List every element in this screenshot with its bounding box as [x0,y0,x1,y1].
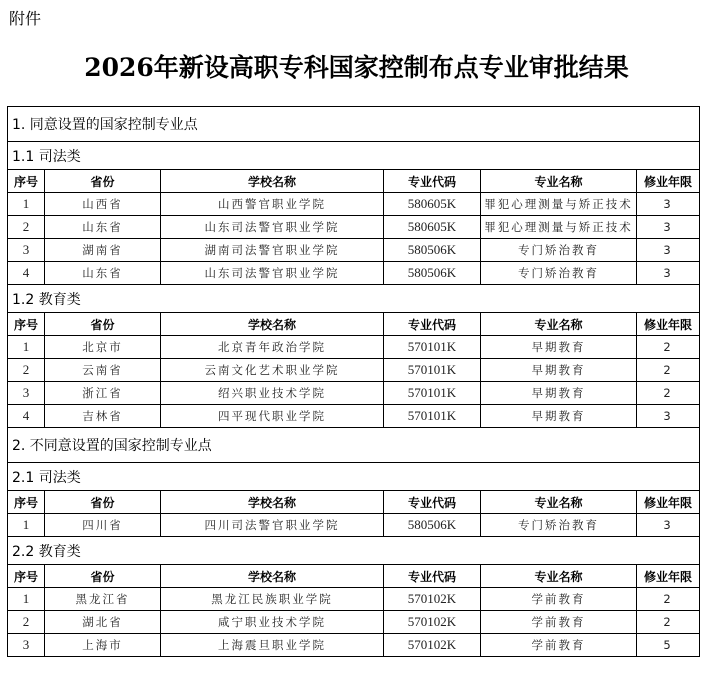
cell-major: 罪犯心理测量与矫正技术 [481,193,637,216]
column-header: 修业年限 [637,313,700,336]
cell-province: 北京市 [45,336,161,359]
table-row [8,405,700,428]
cell-code: 580605K [384,193,481,216]
table-row [8,216,700,239]
cell-code: 570102K [384,588,481,611]
cell-years: 3 [637,239,700,262]
cell-school: 山东司法警官职业学院 [161,216,384,239]
cell-province: 山东省 [45,262,161,285]
subsection-heading: 2.1 司法类 [8,463,700,491]
cell-no: 1 [8,514,45,537]
cell-school: 湖南司法警官职业学院 [161,239,384,262]
section-heading-row [8,107,700,142]
table-row [8,239,700,262]
cell-code: 570101K [384,405,481,428]
column-header: 省份 [45,491,161,514]
subsection-heading-row [8,537,700,565]
cell-no: 2 [8,611,45,634]
cell-years: 2 [637,336,700,359]
cell-province: 上海市 [45,634,161,657]
approval-results-table [7,106,700,657]
cell-school: 北京青年政治学院 [161,336,384,359]
cell-years: 3 [637,514,700,537]
cell-major: 专门矫治教育 [481,262,637,285]
column-header: 专业名称 [481,491,637,514]
column-header: 修业年限 [637,170,700,193]
cell-no: 1 [8,193,45,216]
subsection-heading: 1.1 司法类 [8,142,700,170]
cell-province: 山东省 [45,216,161,239]
cell-major: 罪犯心理测量与矫正技术 [481,216,637,239]
column-header: 专业代码 [384,565,481,588]
table-row [8,359,700,382]
cell-province: 四川省 [45,514,161,537]
column-header: 专业代码 [384,170,481,193]
cell-province: 山西省 [45,193,161,216]
column-header: 专业名称 [481,313,637,336]
table-row [8,611,700,634]
cell-no: 3 [8,239,45,262]
column-header: 序号 [8,565,45,588]
cell-years: 5 [637,634,700,657]
document-title: 2026年新设高职专科国家控制布点专业审批结果 [84,53,629,82]
section-heading-row [8,428,700,463]
column-header: 修业年限 [637,491,700,514]
cell-school: 上海震旦职业学院 [161,634,384,657]
cell-school: 云南文化艺术职业学院 [161,359,384,382]
cell-code: 570101K [384,382,481,405]
column-header: 学校名称 [161,170,384,193]
cell-no: 2 [8,216,45,239]
cell-province: 云南省 [45,359,161,382]
cell-major: 早期教育 [481,382,637,405]
cell-years: 2 [637,611,700,634]
table-row [8,514,700,537]
subsection-heading-row [8,285,700,313]
column-header-row [8,170,700,193]
table-row [8,336,700,359]
cell-code: 580506K [384,239,481,262]
cell-major: 早期教育 [481,405,637,428]
cell-school: 山东司法警官职业学院 [161,262,384,285]
cell-major: 专门矫治教育 [481,239,637,262]
column-header: 序号 [8,170,45,193]
cell-years: 3 [637,216,700,239]
cell-major: 专门矫治教育 [481,514,637,537]
column-header: 省份 [45,170,161,193]
cell-province: 湖北省 [45,611,161,634]
column-header-row [8,565,700,588]
cell-major: 早期教育 [481,336,637,359]
column-header-row [8,313,700,336]
subsection-heading-row [8,463,700,491]
cell-school: 黑龙江民族职业学院 [161,588,384,611]
cell-school: 四平现代职业学院 [161,405,384,428]
column-header: 专业名称 [481,565,637,588]
subsection-heading-row [8,142,700,170]
cell-major: 学前教育 [481,611,637,634]
column-header-row [8,491,700,514]
cell-code: 580506K [384,262,481,285]
table-row [8,634,700,657]
column-header: 学校名称 [161,313,384,336]
cell-no: 2 [8,359,45,382]
column-header: 专业代码 [384,491,481,514]
cell-years: 2 [637,382,700,405]
cell-years: 3 [637,193,700,216]
subsection-heading: 2.2 教育类 [8,537,700,565]
column-header: 修业年限 [637,565,700,588]
cell-code: 580605K [384,216,481,239]
column-header: 专业代码 [384,313,481,336]
cell-years: 3 [637,262,700,285]
column-header: 序号 [8,313,45,336]
cell-province: 湖南省 [45,239,161,262]
cell-code: 580506K [384,514,481,537]
cell-code: 570102K [384,611,481,634]
cell-no: 3 [8,634,45,657]
cell-years: 2 [637,359,700,382]
section-heading: 1. 同意设置的国家控制专业点 [8,107,700,142]
cell-province: 吉林省 [45,405,161,428]
cell-no: 4 [8,405,45,428]
cell-major: 早期教育 [481,359,637,382]
column-header: 省份 [45,565,161,588]
column-header: 学校名称 [161,491,384,514]
section-heading: 2. 不同意设置的国家控制专业点 [8,428,700,463]
cell-code: 570101K [384,359,481,382]
cell-no: 4 [8,262,45,285]
cell-province: 浙江省 [45,382,161,405]
attachment-label: 附件 [9,9,42,28]
cell-school: 咸宁职业技术学院 [161,611,384,634]
column-header: 序号 [8,491,45,514]
column-header: 专业名称 [481,170,637,193]
column-header: 省份 [45,313,161,336]
table-row [8,588,700,611]
table-row [8,382,700,405]
subsection-heading: 1.2 教育类 [8,285,700,313]
cell-school: 绍兴职业技术学院 [161,382,384,405]
cell-province: 黑龙江省 [45,588,161,611]
cell-code: 570101K [384,336,481,359]
cell-no: 1 [8,336,45,359]
cell-no: 3 [8,382,45,405]
cell-years: 2 [637,588,700,611]
cell-major: 学前教育 [481,634,637,657]
cell-code: 570102K [384,634,481,657]
cell-years: 3 [637,405,700,428]
column-header: 学校名称 [161,565,384,588]
cell-school: 山西警官职业学院 [161,193,384,216]
cell-school: 四川司法警官职业学院 [161,514,384,537]
cell-no: 1 [8,588,45,611]
table-row [8,193,700,216]
table-row [8,262,700,285]
cell-major: 学前教育 [481,588,637,611]
